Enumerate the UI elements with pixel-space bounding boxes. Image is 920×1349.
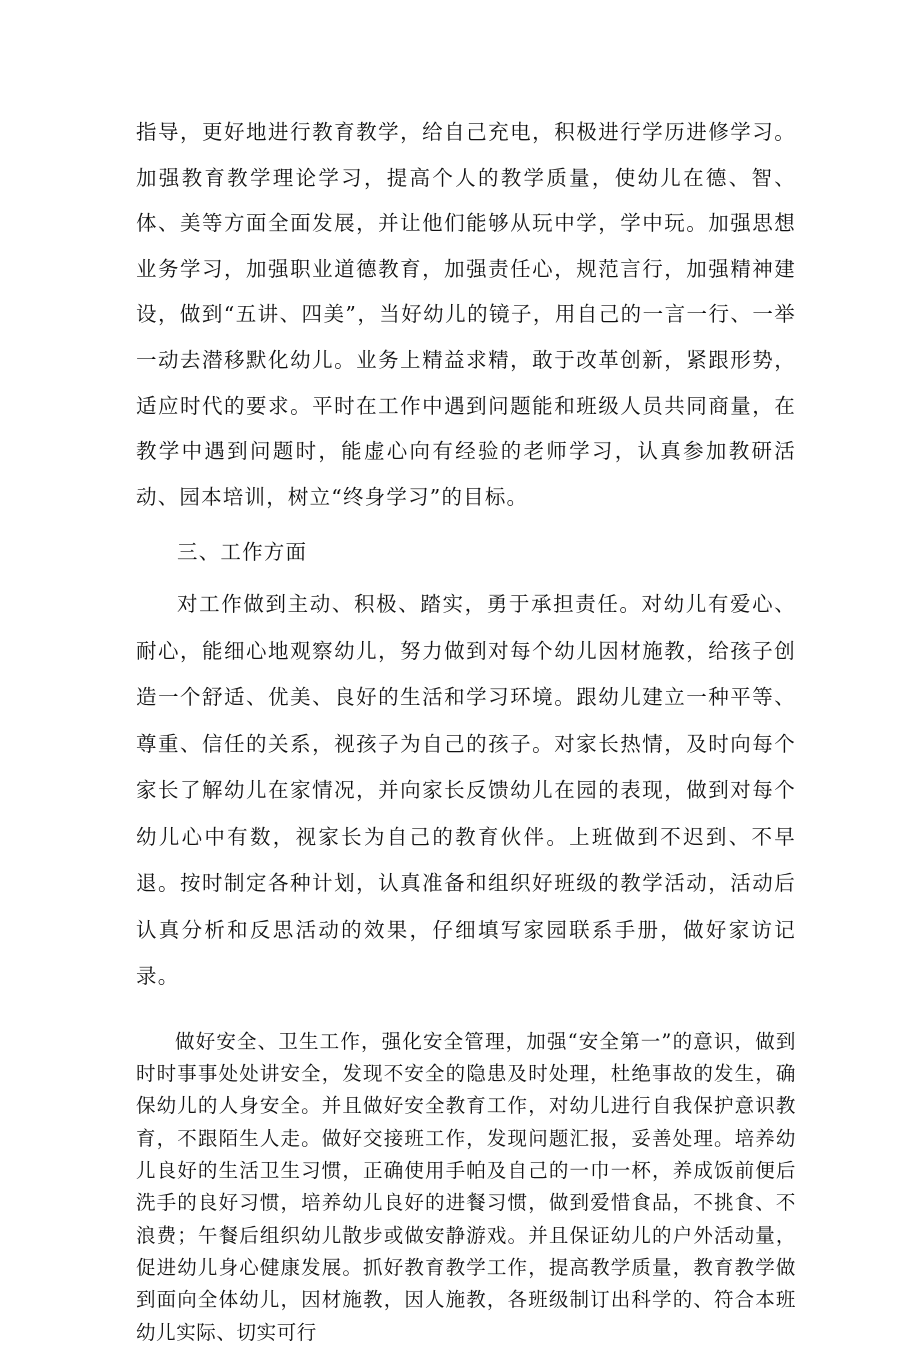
paragraph-study: 指导，更好地进行教育教学，给自己充电，积极进行学历进修学习。加强教育教学理论学习，提高个人的教学质量，使幼儿在德、智、体、美等方面全面发展，并让他们能够从玩中学，学中玩。加强思想业务学习，加强职业道德教育，加强责任心，规范言行，加强精神建设，做到“五讲、四美”，当好幼儿的镜子，用自己的一言一行、一举一动去潜移默化幼儿。业务上精益求精，敢于改革创新，紧跟形势，适应时代的要求。平时在工作中遇到问题能和班级人员共同商量，在教学中遇到问题时，能虚心向有经验的老师学习，认真参加教研活动、园本培训，树立“终身学习”的目标。 [136,120,796,509]
paragraph-safety: 做好安全、卫生工作，强化安全管理，加强“安全第一”的意识，做到时时事事处处讲安全，发现不安全的隐患及时处理，杜绝事故的发生，确保幼儿的人身安全。并且做好安全教育工作，对幼儿进行自我保护意识教育，不跟陌生人走。做好交接班工作，发现问题汇报，妥善处理。培养幼儿良好的生活卫生习惯，正确使用手帕及自己的一巾一杯，养成饭前便后洗手的良好习惯，培养幼儿良好的进餐习惯，做到爱惜食品，不挑食、不浪费；午餐后组织幼儿散步或做安静游戏。并且保证幼儿的户外活动量，促进幼儿身心健康发展。抓好教育教学工作，提高教学质量，教育教学做到面向全体幼儿，因材施教，因人施教，各班级制订出科学的、符合本班幼儿实际、切实可行 [136,1029,796,1344]
section-heading-work: 三、工作方面 [177,540,308,565]
paragraph-work: 对工作做到主动、积极、踏实，勇于承担责任。对幼儿有爱心、耐心，能细心地观察幼儿，努力做到对每个幼儿因材施教，给孩子创造一个舒适、优美、良好的生活和学习环境。跟幼儿建立一种平等、尊重、信任的关系，视孩子为自己的孩子。对家长热情，及时向每个家长了解幼儿在家情况，并向家长反馈幼儿在园的表现，做到对每个幼儿心中有数，视家长为自己的教育伙伴。上班做到不迟到、不早退。按时制定各种计划，认真准备和组织好班级的教学活动，活动后认真分析和反思活动的效果，仔细填写家园联系手册，做好家访记录。 [136,592,796,989]
document-page [136,110,796,1349]
